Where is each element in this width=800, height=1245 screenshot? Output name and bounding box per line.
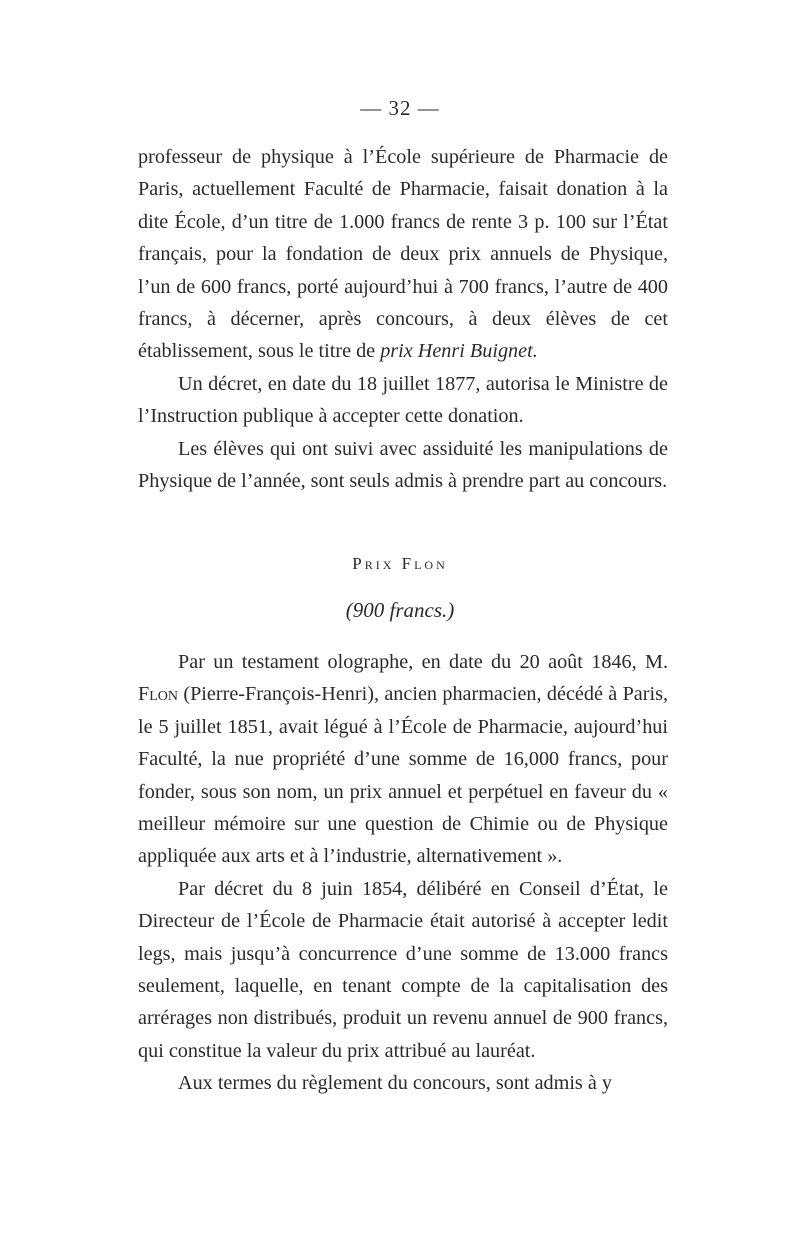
paragraph-buignet-donation xyxy=(138,141,668,368)
paragraph-text: professeur de physique à l’École supérieure de Pharmacie de Paris, actuellement Faculté de Pharmacie, faisait donation à la dite École, d’un titre de 1.000 francs de rente 3 p. 100 sur l’État français, pour la fondation de deux prix annuels de Physique, l’un de 600 francs, porté aujourd’hui à 700 francs, l’autre de 400 francs, à décerner, après concours, à deux élèves de cet établissement, sous le titre de xyxy=(138,146,668,363)
section-subtitle: (900 francs.) xyxy=(345,598,455,622)
text-block-bottom xyxy=(138,646,668,1100)
paragraph-flon-testament: Par un testament olographe, en date du 20 août 1846, M. Flon (Pierre-François-Henri), ancien pharmacien, décédé à Paris, le 5 juillet 1851, avait légué à l’École de Pharmacie, aujourd’hui Faculté, la nue propriété d’une somme de 16,000 francs, pour fonder, sous son nom, un prix annuel et perpétuel en faveur du « meilleur mémoire sur une question de Chimie ou de Physique appliquée aux arts et à l’industrie, alternativement ». xyxy=(138,651,669,868)
section-title: Prix Flon xyxy=(352,554,448,573)
paragraph-decree-1877: Un décret, en date du 18 juillet 1877, autorisa le Ministre de l’Instruction publique à accepter cette donation. xyxy=(138,372,668,428)
paragraph-rules: Aux termes du règlement du concours, sont admis à y xyxy=(178,1072,612,1095)
paragraph-decree-1854: Par décret du 8 juin 1854, délibéré en Conseil d’État, le Directeur de l’École de Pharmacie était autorisé à accepter ledit legs, mais jusqu’à concurrence d’une somme de 13.000 francs seulement, laquelle, en tenant compte de la capitalisation des arrérages non distribués, produit un revenu annuel de 900 francs, qui constitue la valeur du prix attribué au lauréat. xyxy=(138,877,668,1062)
donor-name: Flon xyxy=(138,683,178,706)
paragraph-eligibility: Les élèves qui ont suivi avec assiduité les manipulations de Physique de l’année, sont seuls admis à prendre part au concours. xyxy=(138,437,668,493)
prize-name: prix Henri Buignet. xyxy=(380,340,538,363)
page-number: — 32 — xyxy=(360,96,440,120)
text-block-top xyxy=(138,141,668,497)
